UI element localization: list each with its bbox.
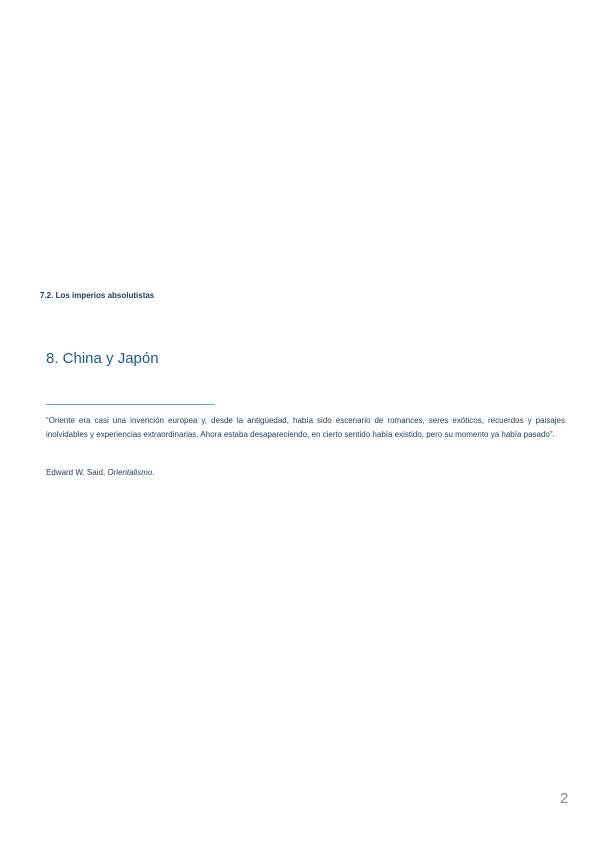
attribution-work: Orientalismo: [107, 468, 153, 477]
chapter-title: 8. China y Japón: [46, 350, 159, 367]
attribution-end: .: [152, 468, 155, 477]
attribution-author: Edward W. Said,: [46, 468, 108, 477]
title-divider: [46, 404, 215, 405]
epigraph-quote: “Oriente era casi una invención europea y, desde la antigüedad, había sido escenario de romances, seres exóticos, recuerdos y paisajes inolvidables y experiencias extraordinarias. Ahora estaba desapareciendo, en cierto sentido había existido, pero su momento ya había pasado”.: [46, 416, 565, 439]
page-number: 2: [560, 790, 569, 807]
quote-attribution: [46, 468, 155, 477]
subsection-heading: 7.2. Los imperios absolutistas: [40, 291, 155, 300]
